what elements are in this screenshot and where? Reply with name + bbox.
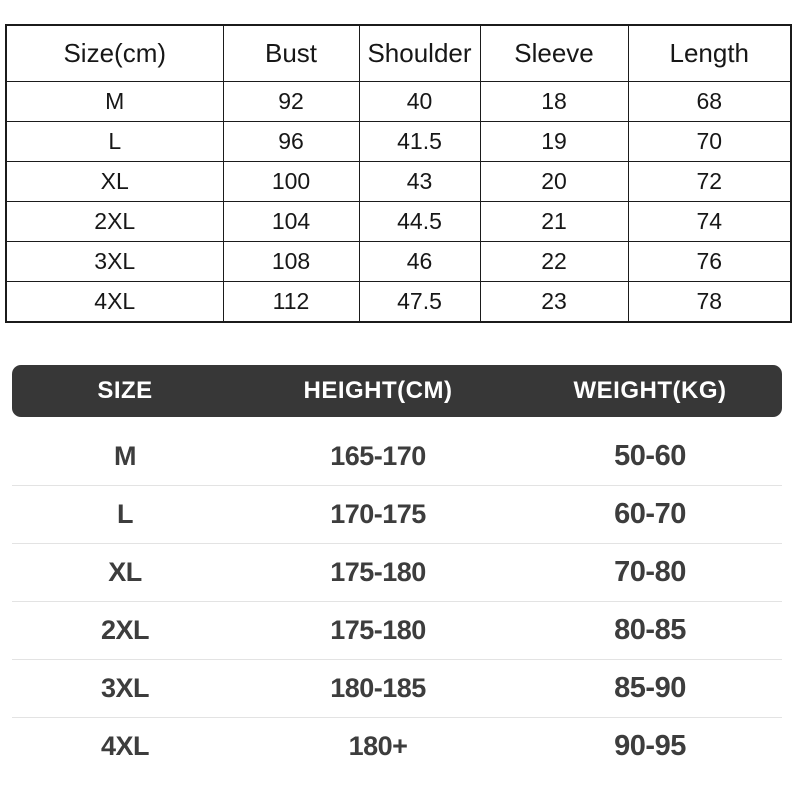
size-cell: L <box>6 122 223 162</box>
size-cell: 3XL <box>100 673 150 703</box>
column-header-sleeve: Sleeve <box>480 25 628 82</box>
table-row <box>6 122 791 162</box>
height-cell: 180+ <box>348 731 408 761</box>
table-row <box>12 428 782 486</box>
size-cell: L <box>117 499 133 529</box>
weight-cell: 60-70 <box>614 498 686 530</box>
sleeve-cell: 22 <box>480 242 628 282</box>
shoulder-cell: 40 <box>359 82 480 122</box>
fit-table-body <box>12 428 782 775</box>
bust-cell: 100 <box>223 162 359 202</box>
table-row <box>6 242 791 282</box>
sleeve-cell: 18 <box>480 82 628 122</box>
sleeve-cell: 23 <box>480 282 628 323</box>
length-cell: 78 <box>628 282 791 323</box>
weight-cell: 90-95 <box>614 730 686 762</box>
sleeve-cell: 20 <box>480 162 628 202</box>
height-cell: 170-175 <box>330 499 426 529</box>
shoulder-cell: 41.5 <box>359 122 480 162</box>
fit-table-header-bar <box>12 365 782 417</box>
size-cell: 4XL <box>6 282 223 323</box>
length-cell: 76 <box>628 242 791 282</box>
size-cell: M <box>6 82 223 122</box>
column-header-weight: WEIGHT(KG) <box>573 377 727 404</box>
column-header-size: SIZE <box>97 377 153 404</box>
shoulder-cell: 44.5 <box>359 202 480 242</box>
bust-cell: 108 <box>223 242 359 282</box>
length-cell: 74 <box>628 202 791 242</box>
size-cell: 2XL <box>100 615 150 645</box>
weight-cell: 70-80 <box>614 556 686 588</box>
column-header-length: Length <box>628 25 791 82</box>
size-cell: XL <box>6 162 223 202</box>
height-cell: 175-180 <box>330 557 426 587</box>
table-row <box>12 486 782 544</box>
height-cell: 180-185 <box>330 673 426 703</box>
length-cell: 72 <box>628 162 791 202</box>
measurement-header-row <box>6 25 791 82</box>
size-cell: 3XL <box>6 242 223 282</box>
bust-cell: 92 <box>223 82 359 122</box>
size-cell: M <box>114 441 136 471</box>
height-cell: 175-180 <box>330 615 426 645</box>
length-cell: 70 <box>628 122 791 162</box>
sleeve-cell: 21 <box>480 202 628 242</box>
sleeve-cell: 19 <box>480 122 628 162</box>
table-row <box>12 602 782 660</box>
shoulder-cell: 47.5 <box>359 282 480 323</box>
table-row <box>6 82 791 122</box>
column-header-size: Size(cm) <box>6 25 223 82</box>
bust-cell: 96 <box>223 122 359 162</box>
measurement-table <box>5 24 792 323</box>
table-row <box>12 718 782 775</box>
table-row <box>6 162 791 202</box>
column-header-height: HEIGHT(CM) <box>303 377 453 404</box>
bust-cell: 112 <box>223 282 359 323</box>
length-cell: 68 <box>628 82 791 122</box>
height-cell: 165-170 <box>330 441 426 471</box>
size-cell: XL <box>108 557 142 587</box>
size-cell: 2XL <box>6 202 223 242</box>
column-header-bust: Bust <box>223 25 359 82</box>
table-row <box>6 282 791 323</box>
weight-cell: 50-60 <box>614 440 686 472</box>
table-row <box>12 660 782 718</box>
shoulder-cell: 43 <box>359 162 480 202</box>
shoulder-cell: 46 <box>359 242 480 282</box>
weight-cell: 80-85 <box>614 614 686 646</box>
size-cell: 4XL <box>100 731 150 761</box>
column-header-shoulder: Shoulder <box>359 25 480 82</box>
table-row <box>6 202 791 242</box>
bust-cell: 104 <box>223 202 359 242</box>
table-row <box>12 544 782 602</box>
weight-cell: 85-90 <box>614 672 686 704</box>
